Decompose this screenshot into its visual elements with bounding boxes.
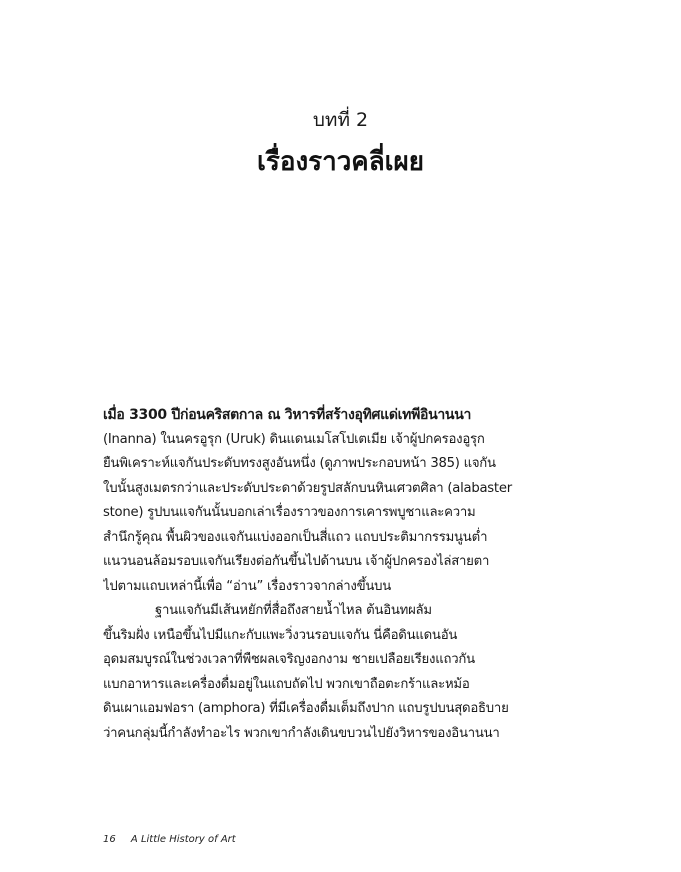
body-line: ฐานแจกันมีเส้นหยักที่สื่อถึงสายน้ำไหล ต้นอินทผลัม: [155, 603, 432, 618]
chapter-number: บทที่ 2: [312, 109, 369, 131]
body-line: เมื่อ 3300 ปีก่อนคริสตกาล ณ วิหารที่สร้างอุทิศแด่เทพีอินานนา: [103, 407, 472, 423]
page-footer: [103, 834, 236, 845]
body-line: (Inanna) ในนครอูรุก (Uruk) ดินแดนเมโสโปเตเมีย เจ้าผู้ปกครองอูรุก: [103, 431, 485, 447]
body-line: แนวนอนล้อมรอบแจกันเรียงต่อกันขึ้นไปด้านบน เจ้าผู้ปกครองไล่สายตา: [103, 554, 490, 569]
page-number: 16: [103, 834, 116, 845]
body-line: อุดมสมบูรณ์ในช่วงเวลาที่พืชผลเจริญงอกงาม ชายเปลือยเรียงแถวกัน: [103, 652, 475, 667]
body-line: ยืนพิเคราะห์แจกันประดับทรงสูงอันหนึ่ง (ดูภาพประกอบหน้า 385) แจกัน: [103, 456, 496, 471]
body-text: [103, 403, 541, 746]
body-line: ขึ้นริมฝั่ง เหนือขึ้นไปมีแกะกับแพะวิ่งวนรอบแจกัน นี่คือดินแดนอัน: [103, 627, 458, 643]
body-line: ว่าคนกลุ่มนี้กำลังทำอะไร พวกเขากำลังเดินขบวนไปยังวิหารของอินานนา: [103, 725, 500, 741]
body-line: ไปตามแถบเหล่านี้เพื่อ “อ่าน” เรื่องราวจากล่างขึ้นบน: [103, 578, 392, 594]
body-line: stone) รูปบนแจกันนั้นบอกเล่าเรื่องราวของการเคารพบูชาและความ: [103, 505, 476, 520]
book-title: A Little History of Art: [130, 834, 236, 845]
body-line: ใบนั้นสูงเมตรกว่าและประดับประดาด้วยรูปสลักบนหินเศวตศิลา (alabaster: [103, 480, 512, 496]
body-line: แบกอาหารและเครื่องดื่มอยู่ในแถบถัดไป พวกเขาถือตะกร้าและหม้อ: [103, 676, 470, 692]
chapter-title: เรื่องราวคลี่เผย: [256, 147, 424, 177]
body-line: สำนึกรู้คุณ พื้นผิวของแจกันแบ่งออกเป็นสี่แถว แถบประติมากรรมนูนต่ำ: [103, 529, 488, 545]
body-line: ดินเผาแอมฟอรา (amphora) ที่มีเครื่องดื่มเต็มถึงปาก แถบรูปบนสุดอธิบาย: [103, 701, 509, 716]
